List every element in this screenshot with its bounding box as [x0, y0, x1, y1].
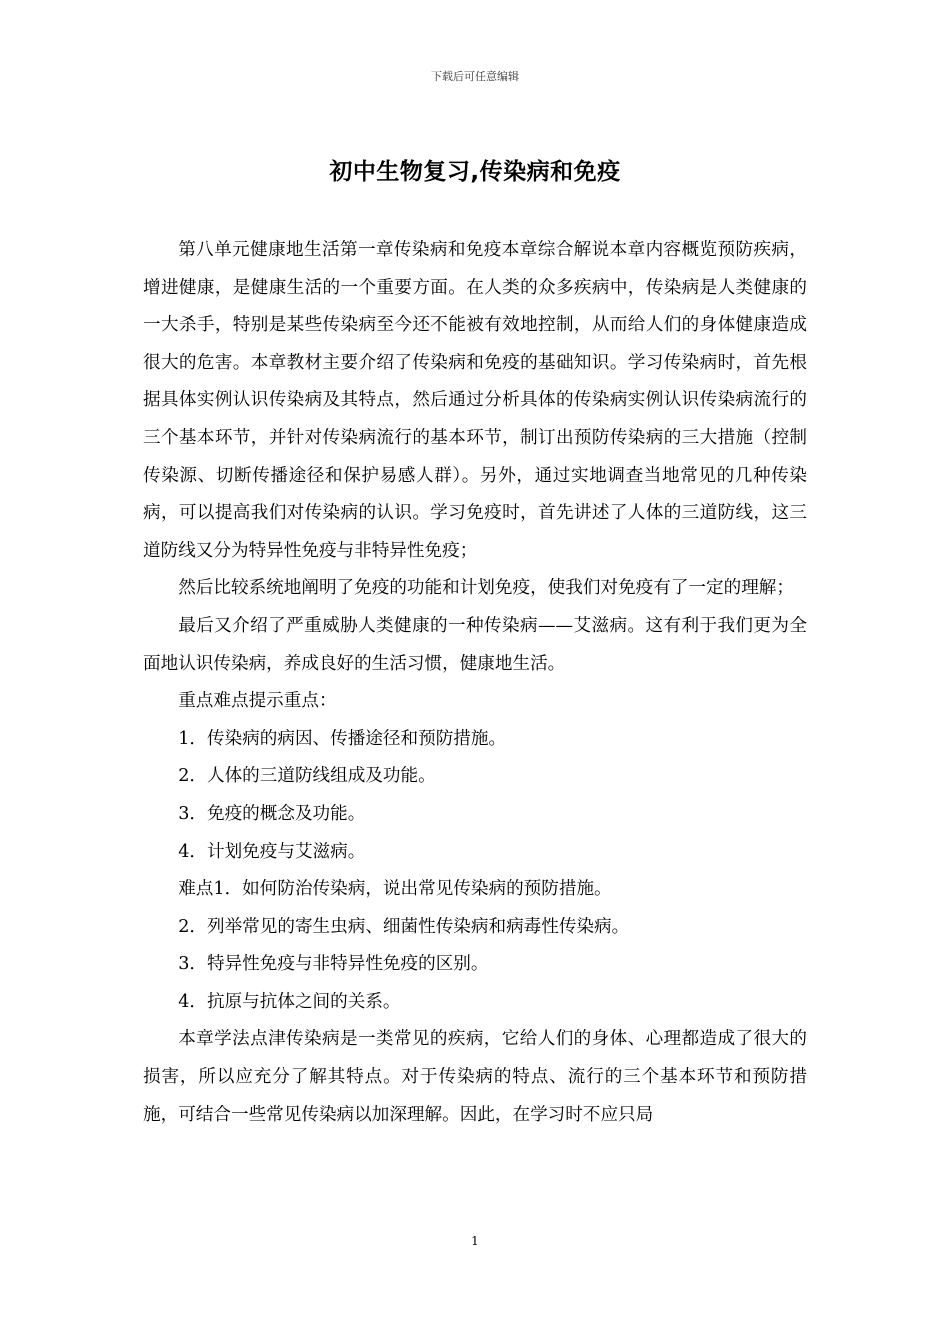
key-point-item: 3．免疫的概念及功能。 [178, 803, 366, 824]
header-note: 下载后可任意编辑 [431, 70, 519, 83]
key-point-item: 2．人体的三道防线组成及功能。 [178, 766, 436, 787]
paragraph-study-method: 本章学法点津传染病是一类常见的疾病，它给人们的身体、心理都造成了很大的损害，所以应充分了解其特点。对于传染病的特点、流行的三个基本环节和预防措施，可结合一些常见传染病以加深理解。因此，在学习时不应只局 [143, 1029, 807, 1125]
key-points-heading: 重点难点提示重点： [178, 691, 337, 712]
key-point-item: 4．计划免疫与艾滋病。 [178, 841, 366, 862]
paragraph-intro: 第八单元健康地生活第一章传染病和免疫本章综合解说本章内容概览预防疾病，增进健康，是健康生活的一个重要方面。在人类的众多疾病中，传染病是人类健康的一大杀手，特别是某些传染病至今还不能被有效地控制，从而给人们的身体健康造成很大的危害。本章教材主要介绍了传染病和免疫的基础知识。学习传染病时，首先根据具体实例认识传染病及其特点，然后通过分析具体的传染病实例认识传染病流行的三个基本环节，并针对传染病流行的基本环节，制订出预防传染病的三大措施（控制传染源、切断传播途径和保护易感人群）。另外，通过实地调查当地常见的几种传染病，可以提高我们对传染病的认识。学习免疫时，首先讲述了人体的三道防线，这三道防线又分为特异性免疫与非特异性免疫； [143, 240, 807, 561]
paragraph-immunity: 然后比较系统地阐明了免疫的功能和计划免疫，使我们对免疫有了一定的理解； [178, 578, 794, 599]
difficult-point-item: 4．抗原与抗体之间的关系。 [178, 991, 401, 1012]
paragraph-aids: 最后又介绍了严重威胁人类健康的一种传染病——艾滋病。这有利于我们更为全面地认识传染病，养成良好的生活习惯，健康地生活。 [143, 615, 807, 674]
difficult-point-item: 3．特异性免疫与非特异性免疫的区别。 [178, 954, 489, 975]
document-body [143, 232, 807, 1134]
page-number: 1 [471, 1234, 479, 1248]
difficult-point-item: 难点1．如何防治传染病，说出常见传染病的预防措施。 [178, 879, 612, 900]
key-point-item: 1．传染病的病因、传播途径和预防措施。 [178, 728, 507, 749]
document-title: 初中生物复习,传染病和免疫 [329, 159, 621, 185]
difficult-point-item: 2．列举常见的寄生虫病、细菌性传染病和病毒性传染病。 [178, 916, 630, 937]
